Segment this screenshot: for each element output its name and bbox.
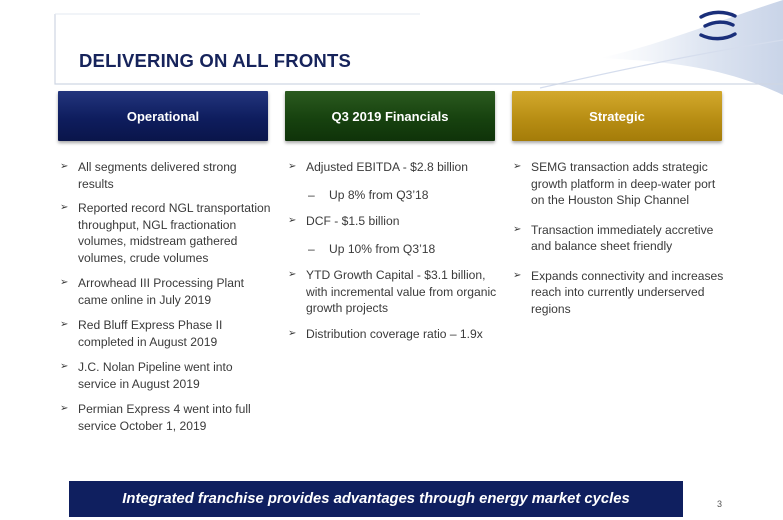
bullet-text: YTD Growth Capital - $3.1 billion, with incremental value from organic growth projects xyxy=(306,268,497,315)
list-item xyxy=(59,159,274,192)
arrow-bullet-icon: ➢ xyxy=(288,327,297,339)
list-item xyxy=(287,213,497,230)
arrow-bullet-icon: ➢ xyxy=(60,202,69,213)
arrow-bullet-icon: ➢ xyxy=(60,361,69,372)
header-strategic xyxy=(512,91,722,141)
page-number: 3 xyxy=(717,499,723,509)
list-item xyxy=(287,326,497,343)
bullet-text: Transaction immediately accretive and balance sheet friendly xyxy=(531,222,714,253)
arrow-bullet-icon: ➢ xyxy=(288,215,297,226)
bullet-text: Red Bluff Express Phase II completed in August 2019 xyxy=(78,318,223,349)
header-swoosh xyxy=(600,0,783,95)
bullet-text: Expands connectivity and increases reach into currently underserved regions xyxy=(531,268,724,316)
bullet-text: J.C. Nolan Pipeline went into service in August 2019 xyxy=(78,360,233,391)
arrow-bullet-icon: ➢ xyxy=(60,403,69,414)
strategic-column xyxy=(512,159,727,317)
bullet-text: Arrowhead III Processing Plant came online in July 2019 xyxy=(78,276,245,307)
list-item xyxy=(287,267,497,317)
sub-bullet-text: Up 10% from Q3’18 xyxy=(329,241,436,256)
list-item xyxy=(287,159,497,176)
arrow-bullet-icon: ➢ xyxy=(288,161,297,172)
header-financials xyxy=(285,91,495,141)
bullet-text: Distribution coverage ratio – 1.9x xyxy=(306,326,483,341)
list-item xyxy=(59,275,274,308)
header-operational-label: Operational xyxy=(126,108,200,124)
sub-list-item xyxy=(287,187,497,204)
bullet-text: Adjusted EBITDA - $2.8 billion xyxy=(306,160,469,174)
list-item xyxy=(512,159,727,209)
arrow-bullet-icon: ➢ xyxy=(60,277,69,288)
arrow-bullet-icon: ➢ xyxy=(513,223,522,235)
bullet-text: Reported record NGL transportation throughput, NGL fractionation volumes, midstream gathered volumes, crude volumes xyxy=(78,201,271,265)
bullet-text: All segments delivered strong results xyxy=(78,160,237,191)
company-logo-icon xyxy=(697,9,739,43)
sub-bullet-text: Up 8% from Q3’18 xyxy=(329,187,429,202)
header-strategic-label: Strategic xyxy=(589,108,645,124)
header-financials-label: Q3 2019 Financials xyxy=(331,108,449,124)
list-item xyxy=(59,200,274,266)
arrow-bullet-icon: ➢ xyxy=(60,161,69,172)
operational-column xyxy=(59,159,274,434)
header-operational xyxy=(58,91,268,141)
arrow-bullet-icon: ➢ xyxy=(60,319,69,330)
slide-title: DELIVERING ON ALL FRONTS xyxy=(79,50,352,71)
footer-banner-text: Integrated franchise provides advantages through energy market cycles xyxy=(122,491,630,507)
sub-list-item xyxy=(287,241,497,258)
dash-bullet-icon: – xyxy=(308,241,315,256)
list-item xyxy=(512,222,727,255)
arrow-bullet-icon: ➢ xyxy=(513,161,522,172)
list-item xyxy=(512,268,727,318)
list-item xyxy=(59,401,274,434)
dash-bullet-icon: – xyxy=(308,187,315,202)
bullet-text: Permian Express 4 went into full service October 1, 2019 xyxy=(78,402,251,433)
footer-banner xyxy=(69,481,683,517)
bullet-text: SEMG transaction adds strategic growth platform in deep-water port on the Houston Ship Channel xyxy=(531,160,716,207)
arrow-bullet-icon: ➢ xyxy=(513,269,522,281)
bullet-text: DCF - $1.5 billion xyxy=(306,214,400,228)
list-item xyxy=(59,317,274,350)
financials-column xyxy=(287,159,497,342)
arrow-bullet-icon: ➢ xyxy=(288,269,297,280)
list-item xyxy=(59,359,274,392)
